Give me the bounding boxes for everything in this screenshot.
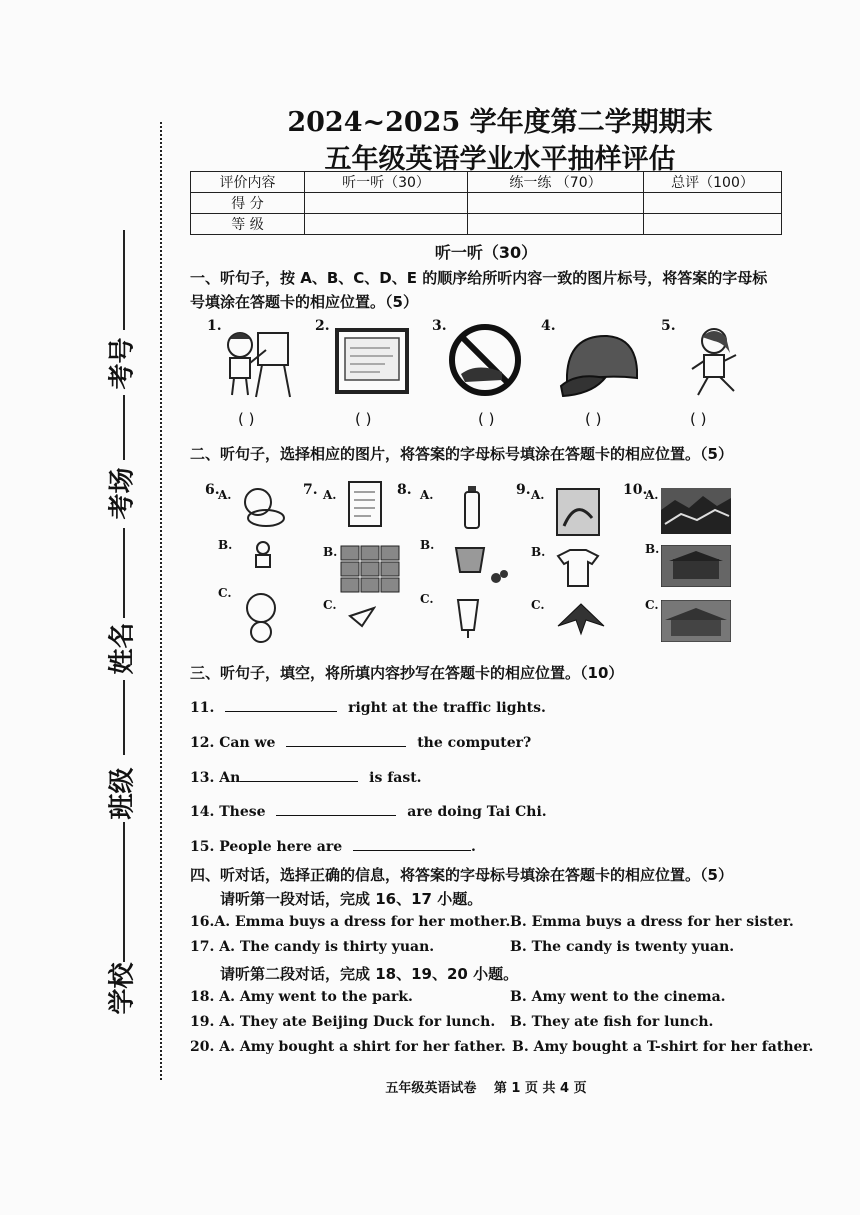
option-letter: C. (645, 598, 659, 612)
score-header-cell: 练一练 （70） (468, 172, 644, 193)
part1-instruction: 一、听句子，按 A、B、C、D、E 的顺序给所听内容一致的图片标号，将答案的字母标 (190, 269, 768, 287)
option-letter: C. (323, 598, 337, 612)
item-number: 4. (541, 318, 556, 334)
answer-bracket[interactable]: ( ) (585, 410, 602, 428)
question-text: right at the traffic lights. (348, 700, 546, 716)
listen-heading: 听一听（30） (434, 243, 538, 262)
question-label: 15. People here are (190, 839, 343, 855)
chinese-painting-icon (556, 488, 600, 536)
score-header-cell: 总评（100） (644, 172, 782, 193)
option-18b[interactable]: B. Amy went to the cinema. (510, 989, 726, 1005)
glass-juice-icon (452, 594, 486, 642)
answer-blank[interactable] (225, 697, 337, 712)
baby-sitting-icon (240, 592, 282, 644)
water-bottle-icon (462, 484, 482, 530)
answer-bracket[interactable]: ( ) (690, 410, 707, 428)
question-text: . (471, 839, 476, 855)
option-letter: A. (531, 488, 545, 502)
kite-bird-icon (556, 602, 606, 636)
page-subtitle: 五年级英语学业水平抽样评估 (324, 144, 676, 175)
score-cell[interactable] (468, 193, 644, 214)
option-17b[interactable]: B. The candy is twenty yuan. (510, 939, 735, 955)
dialog-instruction: 请听第二段对话，完成 18、19、20 小题。 (220, 965, 519, 983)
item-number: 7. (303, 482, 318, 498)
field-line (123, 822, 125, 962)
option-17a[interactable]: 17. A. The candy is thirty yuan. (190, 939, 435, 955)
option-letter: A. (323, 488, 337, 502)
score-row-label: 等 级 (191, 214, 305, 235)
exam-number-label: 考号 (107, 337, 138, 390)
question-text: is fast. (369, 770, 422, 786)
question-14 (190, 801, 547, 820)
option-letter: A. (218, 488, 232, 502)
option-letter: B. (218, 538, 233, 552)
small-child-icon (250, 540, 276, 570)
score-header-cell: 评价内容 (191, 172, 305, 193)
page-title: 2024~2025 学年度第二学期期末 (287, 107, 713, 138)
score-table (190, 171, 782, 235)
score-row-label: 得 分 (191, 193, 305, 214)
option-letter: B. (420, 538, 435, 552)
answer-blank[interactable] (240, 767, 358, 782)
option-19b[interactable]: B. They ate fish for lunch. (510, 1014, 714, 1030)
option-18a[interactable]: 18. A. Amy went to the park. (190, 989, 413, 1005)
cap-icon (557, 330, 642, 402)
option-letter: B. (645, 542, 660, 556)
score-cell[interactable] (305, 193, 468, 214)
field-line (123, 680, 125, 755)
part4-instruction: 四、听对话，选择正确的信息，将答案的字母标号填涂在答题卡的相应位置。（5） (190, 866, 733, 884)
item-number: 2. (315, 318, 330, 334)
grade-cell[interactable] (468, 214, 644, 235)
school-label: 学校 (107, 962, 138, 1015)
score-cell[interactable] (644, 193, 782, 214)
part3-instruction: 三、听句子，填空，将所填内容抄写在答题卡的相应位置。（10） (190, 664, 624, 682)
item-number: 1. (207, 318, 222, 334)
girl-running-icon (684, 325, 746, 403)
computer-screen-icon (335, 328, 410, 398)
answer-bracket[interactable]: ( ) (238, 410, 255, 428)
field-line (123, 528, 125, 618)
exam-room-label: 考场 (107, 467, 138, 520)
score-header-cell: 听一听（30） (305, 172, 468, 193)
question-15 (190, 836, 476, 855)
question-label: 13. An (190, 770, 241, 786)
option-letter: B. (531, 545, 546, 559)
option-letter: A. (420, 488, 434, 502)
question-text: the computer? (417, 735, 532, 751)
boy-painting-icon (218, 325, 293, 400)
answer-blank[interactable] (353, 836, 471, 851)
no-stepping-sign-icon (447, 322, 523, 398)
grade-cell[interactable] (644, 214, 782, 235)
option-letter: C. (420, 592, 434, 606)
answer-blank[interactable] (286, 732, 406, 747)
question-13 (190, 767, 422, 786)
question-label: 12. Can we (190, 735, 276, 751)
item-number: 9. (516, 482, 531, 498)
item-number: 5. (661, 318, 676, 334)
stamp-grid-icon (340, 545, 400, 593)
question-text: are doing Tai Chi. (407, 804, 547, 820)
sleeping-baby-icon (238, 484, 286, 528)
question-label: 11. (190, 700, 215, 716)
question-label: 14. These (190, 804, 266, 820)
name-label: 姓名 (107, 622, 138, 675)
answer-bracket[interactable]: ( ) (355, 410, 372, 428)
binding-dotted-line (160, 122, 162, 1080)
option-19a[interactable]: 19. A. They ate Beijing Duck for lunch. (190, 1014, 496, 1030)
part2-instruction: 二、听句子，选择相应的图片，将答案的字母标号填涂在答题卡的相应位置。（5） (190, 445, 733, 463)
paper-list-icon (345, 480, 387, 530)
option-20b[interactable]: B. Amy bought a T-shirt for her father. (512, 1039, 814, 1055)
item-number: 6. (205, 482, 220, 498)
answer-blank[interactable] (276, 801, 396, 816)
field-line (123, 395, 125, 460)
item-number: 8. (397, 482, 412, 498)
tshirt-icon (556, 548, 600, 588)
grade-cell[interactable] (305, 214, 468, 235)
field-line (123, 230, 125, 330)
paper-plane-icon (348, 604, 376, 630)
option-letter: C. (531, 598, 545, 612)
page-footer: 五年级英语试卷 第 1 页 共 4 页 (385, 1081, 587, 1096)
question-12 (190, 732, 531, 751)
class-label: 班级 (107, 767, 138, 820)
tiananmen-photo-icon (661, 545, 731, 587)
great-wall-photo-icon (661, 488, 731, 534)
dialog-instruction: 请听第一段对话，完成 16、17 小题。 (220, 890, 483, 908)
item-number: 10. (623, 482, 648, 498)
option-letter: B. (323, 545, 338, 559)
option-20a[interactable]: 20. A. Amy bought a shirt for her father. (190, 1039, 506, 1055)
option-letter: C. (218, 586, 232, 600)
part1-instruction: 号填涂在答题卡的相应位置。（5） (190, 293, 418, 311)
question-11 (190, 697, 546, 716)
palace-photo-icon (661, 600, 731, 642)
option-16a[interactable]: 16.A. Emma buys a dress for her mother. (190, 914, 511, 930)
option-16b[interactable]: B. Emma buys a dress for her sister. (510, 914, 794, 930)
option-letter: A. (645, 488, 659, 502)
item-number: 3. (432, 318, 447, 334)
answer-bracket[interactable]: ( ) (478, 410, 495, 428)
teacup-icon (450, 544, 512, 586)
